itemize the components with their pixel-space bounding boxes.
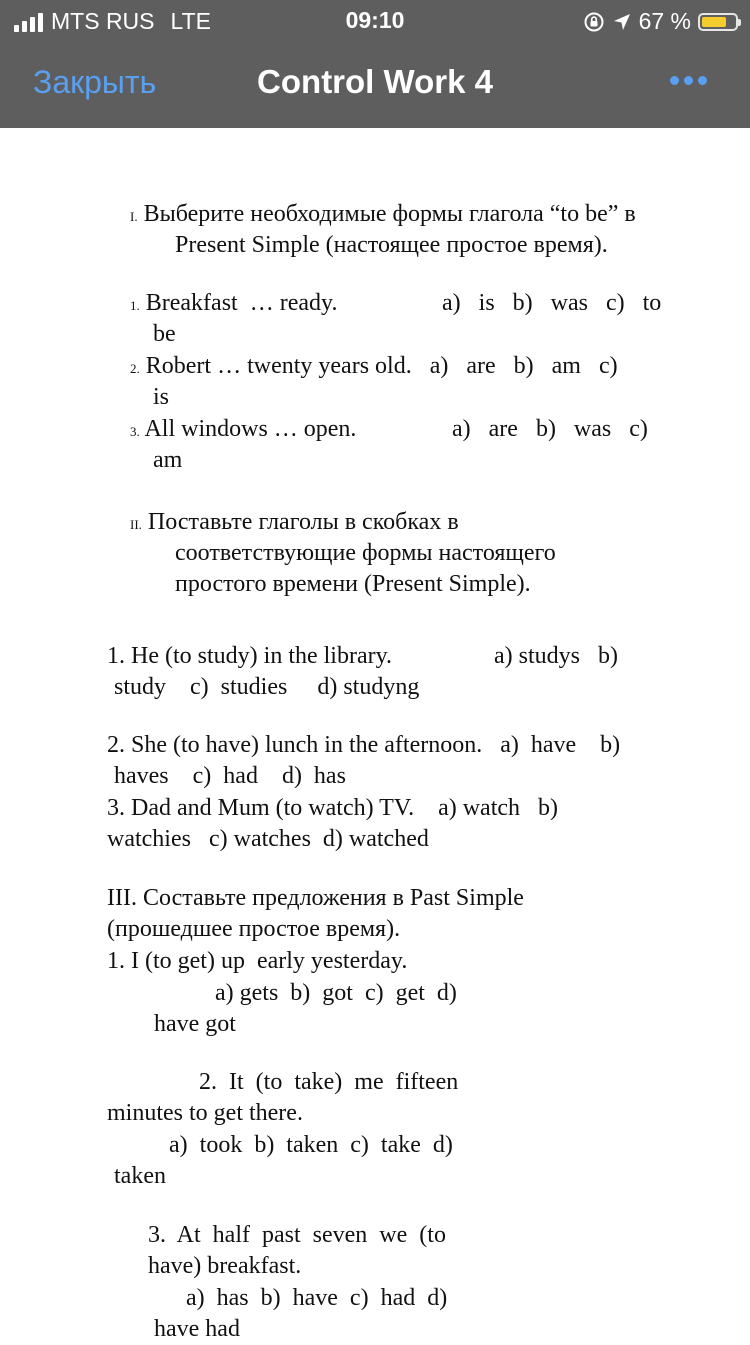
question-1: 1. Breakfast … ready. [130, 290, 338, 316]
exercise-3-item-1-cont: have got [154, 1011, 236, 1037]
top-bar [0, 0, 750, 128]
exercise-3-item-3-cont: have) breakfast. [148, 1253, 302, 1279]
exercise-3-item-2: 2. It (to take) me fifteen [199, 1069, 459, 1095]
section-2-heading: II. Поставьте глаголы в скобках в [130, 509, 459, 535]
exercise-2-item-1-cont: study c) studies d) studyng [114, 674, 420, 700]
question-2-cont: is [153, 384, 170, 410]
rotation-lock-icon [583, 11, 605, 33]
status-bar [0, 0, 750, 42]
document-view[interactable] [0, 128, 750, 1342]
ellipsis-icon[interactable] [670, 76, 707, 85]
exercise-2-item-3-cont: watchies c) watches d) watched [107, 826, 429, 852]
close-button[interactable]: Закрыть [33, 64, 157, 100]
exercise-3-item-1: 1. I (to get) up early yesterday. [107, 948, 408, 974]
section-1-heading-cont: Present Simple (настоящее простое время). [175, 232, 608, 258]
exercise-2-item-2-cont: haves c) had d) has [114, 763, 346, 789]
question-3: 3. All windows … open. [130, 416, 357, 442]
question-3-cont: am [153, 447, 183, 473]
question-2: 2. Robert … twenty years old. a) are b) am c) [130, 353, 618, 379]
section-2-heading-cont: простого времени (Present Simple). [175, 571, 531, 597]
exercise-2-item-1: 1. He (to study) in the library. [107, 643, 393, 669]
exercise-2-item-2: 2. She (to have) lunch in the afternoon. a) have b) [107, 732, 621, 758]
battery-icon [698, 13, 738, 31]
clock: 09:10 [345, 7, 405, 33]
question-1-cont: be [153, 321, 176, 347]
question-1-options: a) is b) was c) to [442, 290, 662, 316]
section-2-heading-cont: соответствующие формы настоящего [175, 540, 556, 566]
section-1-heading: I. Выберите необходимые формы глагола “to be” в [130, 201, 636, 227]
exercise-3-item-3-cont: have had [154, 1316, 240, 1342]
network-label: LTE [170, 8, 211, 34]
section-3-heading-cont: (прошедшее простое время). [107, 916, 401, 942]
exercise-2-item-1-options: a) studys b) [494, 643, 618, 669]
exercise-3-item-3: 3. At half past seven we (to [148, 1222, 446, 1248]
exercise-3-item-2-cont: taken [114, 1163, 166, 1189]
section-3-heading: III. Составьте предложения в Past Simple [107, 885, 524, 911]
exercise-3-item-3-options: a) has b) have c) had d) [186, 1285, 448, 1311]
battery-percent: 67 % [638, 8, 691, 34]
document-title: Control Work 4 [257, 63, 493, 100]
exercise-2-item-3: 3. Dad and Mum (to watch) TV. a) watch b) [107, 795, 559, 821]
carrier-label: MTS RUS [51, 8, 155, 34]
exercise-3-item-1-options: a) gets b) got c) get d) [215, 980, 457, 1006]
location-arrow-icon [612, 12, 632, 32]
exercise-3-item-2-options: a) took b) taken c) take d) [169, 1132, 453, 1158]
exercise-3-item-2-cont: minutes to get there. [107, 1100, 303, 1126]
question-3-options: a) are b) was c) [452, 416, 648, 442]
